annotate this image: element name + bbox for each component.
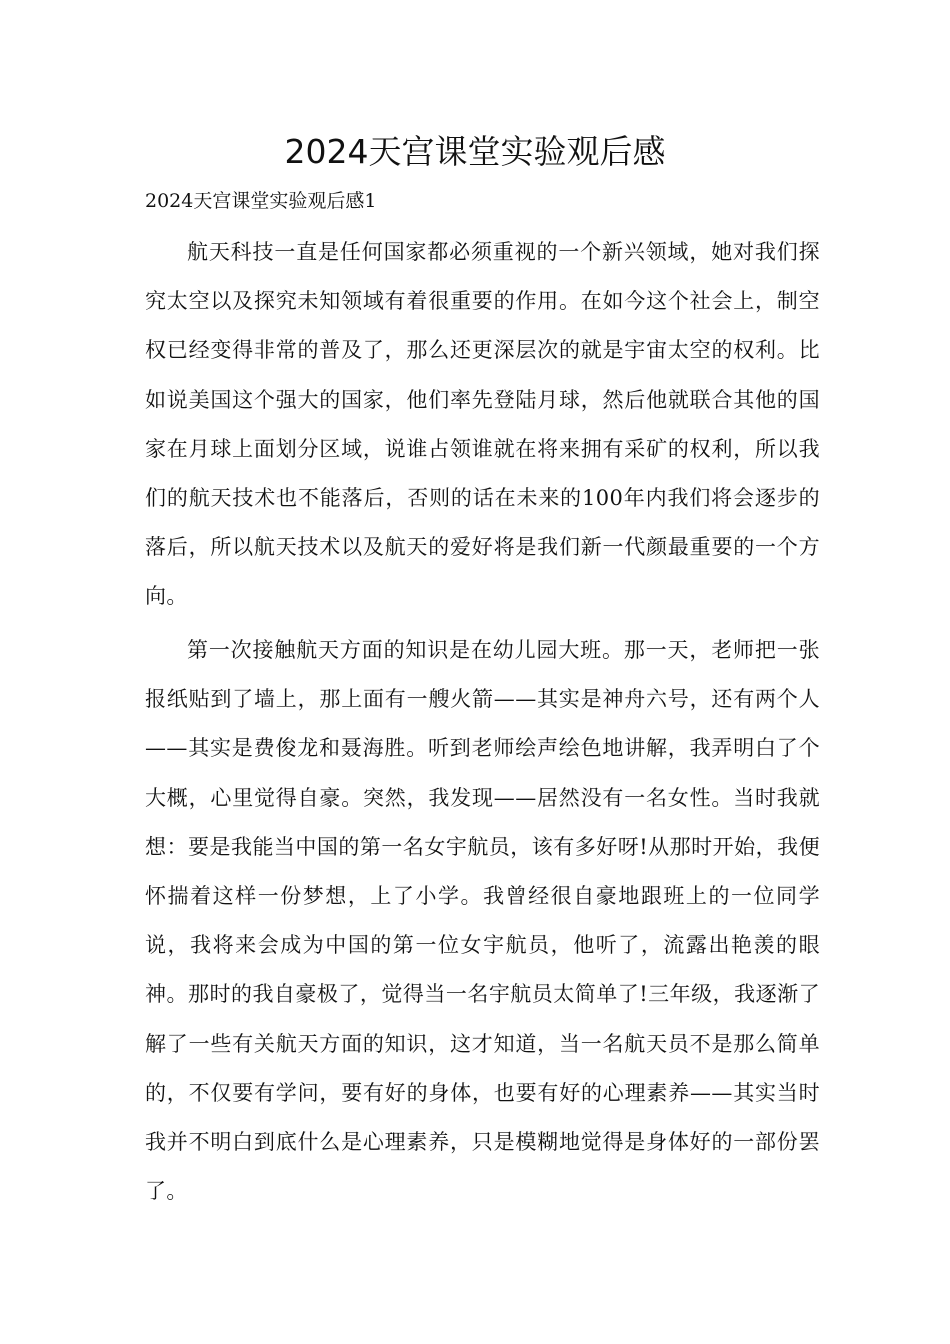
body-paragraph-2: 第一次接触航天方面的知识是在幼儿园大班。那一天，老师把一张报纸贴到了墙上，那上面有一艘火箭——其实是神舟六号，还有两个人——其实是费俊龙和聂海胜。听到老师绘声绘色地讲解，我弄明白了个大概，心里觉得自豪。突然，我发现——居然没有一名女性。当时我就想：要是我能当中国的第一名女宇航员，该有多好呀!从那时开始，我便怀揣着这样一份梦想，上了小学。我曾经很自豪地跟班上的一位同学说，我将来会成为中国的第一位女宇航员，他听了，流露出艳羡的眼神。那时的我自豪极了，觉得当一名宇航员太简单了!三年级，我逐渐了解了一些有关航天方面的知识，这才知道，当一名航天员不是那么简单的，不仅要有学问，要有好的身体，也要有好的心理素养——其实当时我并不明白到底什么是心理素养，只是模糊地觉得是身体好的一部份罢了。: [145, 638, 820, 1204]
document-subtitle: 2024天宫课堂实验观后感1: [145, 190, 377, 212]
body-paragraph-1: 航天科技一直是任何国家都必须重视的一个新兴领域，她对我们探究太空以及探究未知领域有着很重要的作用。在如今这个社会上，制空权已经变得非常的普及了，那么还更深层次的就是宇宙太空的权利。比如说美国这个强大的国家，他们率先登陆月球，然后他就联合其他的国家在月球上面划分区域，说谁占领谁就在将来拥有采矿的权利，所以我们的航天技术也不能落后，否则的话在未来的100年内我们将会逐步的落后，所以航天技术以及航天的爱好将是我们新一代颜最重要的一个方向。: [145, 240, 820, 609]
document-title: 2024天宫课堂实验观后感: [284, 132, 666, 171]
